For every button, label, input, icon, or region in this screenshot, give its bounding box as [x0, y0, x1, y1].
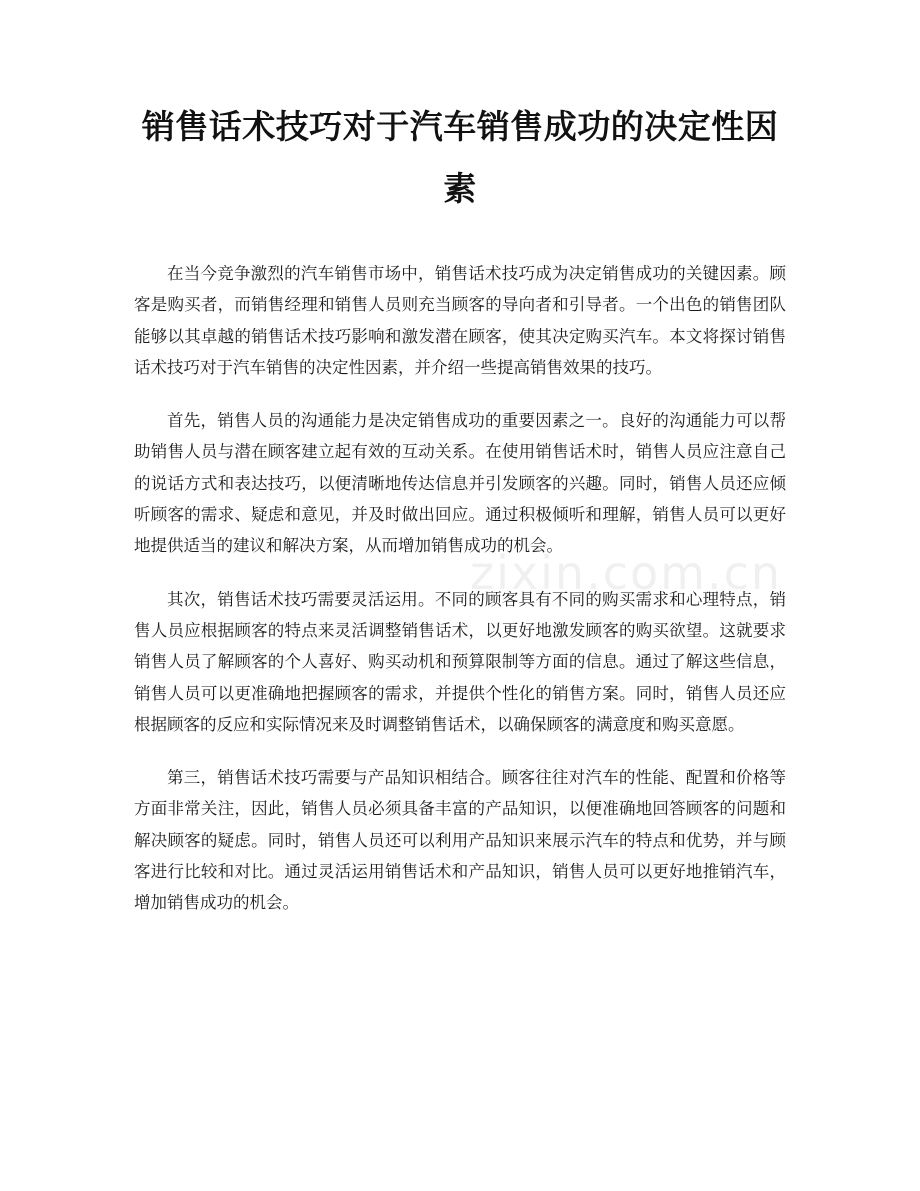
paragraph-intro: 在当今竞争激烈的汽车销售市场中，销售话术技巧成为决定销售成功的关键因素。顾客是购买者，而销售经理和销售人员则充当顾客的导向者和引导者。一个出色的销售团队能够以其卓越的销售话术技巧影响和激发潜在顾客，使其决定购买汽车。本文将探讨销售话术技巧对于汽车销售的决定性因素，并介绍一些提高销售效果的技巧。	[134, 264, 786, 377]
paragraph-second: 其次，销售话术技巧需要灵活运用。不同的顾客具有不同的购买需求和心理特点，销售人员应根据顾客的特点来灵活调整销售话术，以更好地激发顾客的购买欲望。这就要求销售人员了解顾客的个人喜好、购买动机和预算限制等方面的信息。通过了解这些信息，销售人员可以更准确地把握顾客的需求，并提供个性化的销售方案。同时，销售人员还应根据顾客的反应和实际情况来及时调整销售话术，以确保顾客的满意度和购买意愿。	[134, 589, 786, 734]
watermark: zixin.com.cn	[470, 546, 783, 600]
paragraph-third: 第三，销售话术技巧需要与产品知识相结合。顾客往往对汽车的性能、配置和价格等方面非常关注，因此，销售人员必须具备丰富的产品知识，以便准确地回答顾客的问题和解决顾客的疑虑。同时，销售人员还可以利用产品知识来展示汽车的特点和优势，并与顾客进行比较和对比。通过灵活运用销售话术和产品知识，销售人员可以更好地推销汽车，增加销售成功的机会。	[134, 768, 786, 913]
paragraph-first: 首先，销售人员的沟通能力是决定销售成功的重要因素之一。良好的沟通能力可以帮助销售人员与潜在顾客建立起有效的互动关系。在使用销售话术时，销售人员应注意自己的说话方式和表达技巧，以便清晰地传达信息并引发顾客的兴趣。同时，销售人员还应倾听顾客的需求、疑虑和意见，并及时做出回应。通过积极倾听和理解，销售人员可以更好地提供适当的建议和解决方案，从而增加销售成功的机会。	[134, 411, 786, 556]
document-title: 销售话术技巧对于汽车销售成功的决定性因素	[141, 107, 779, 208]
